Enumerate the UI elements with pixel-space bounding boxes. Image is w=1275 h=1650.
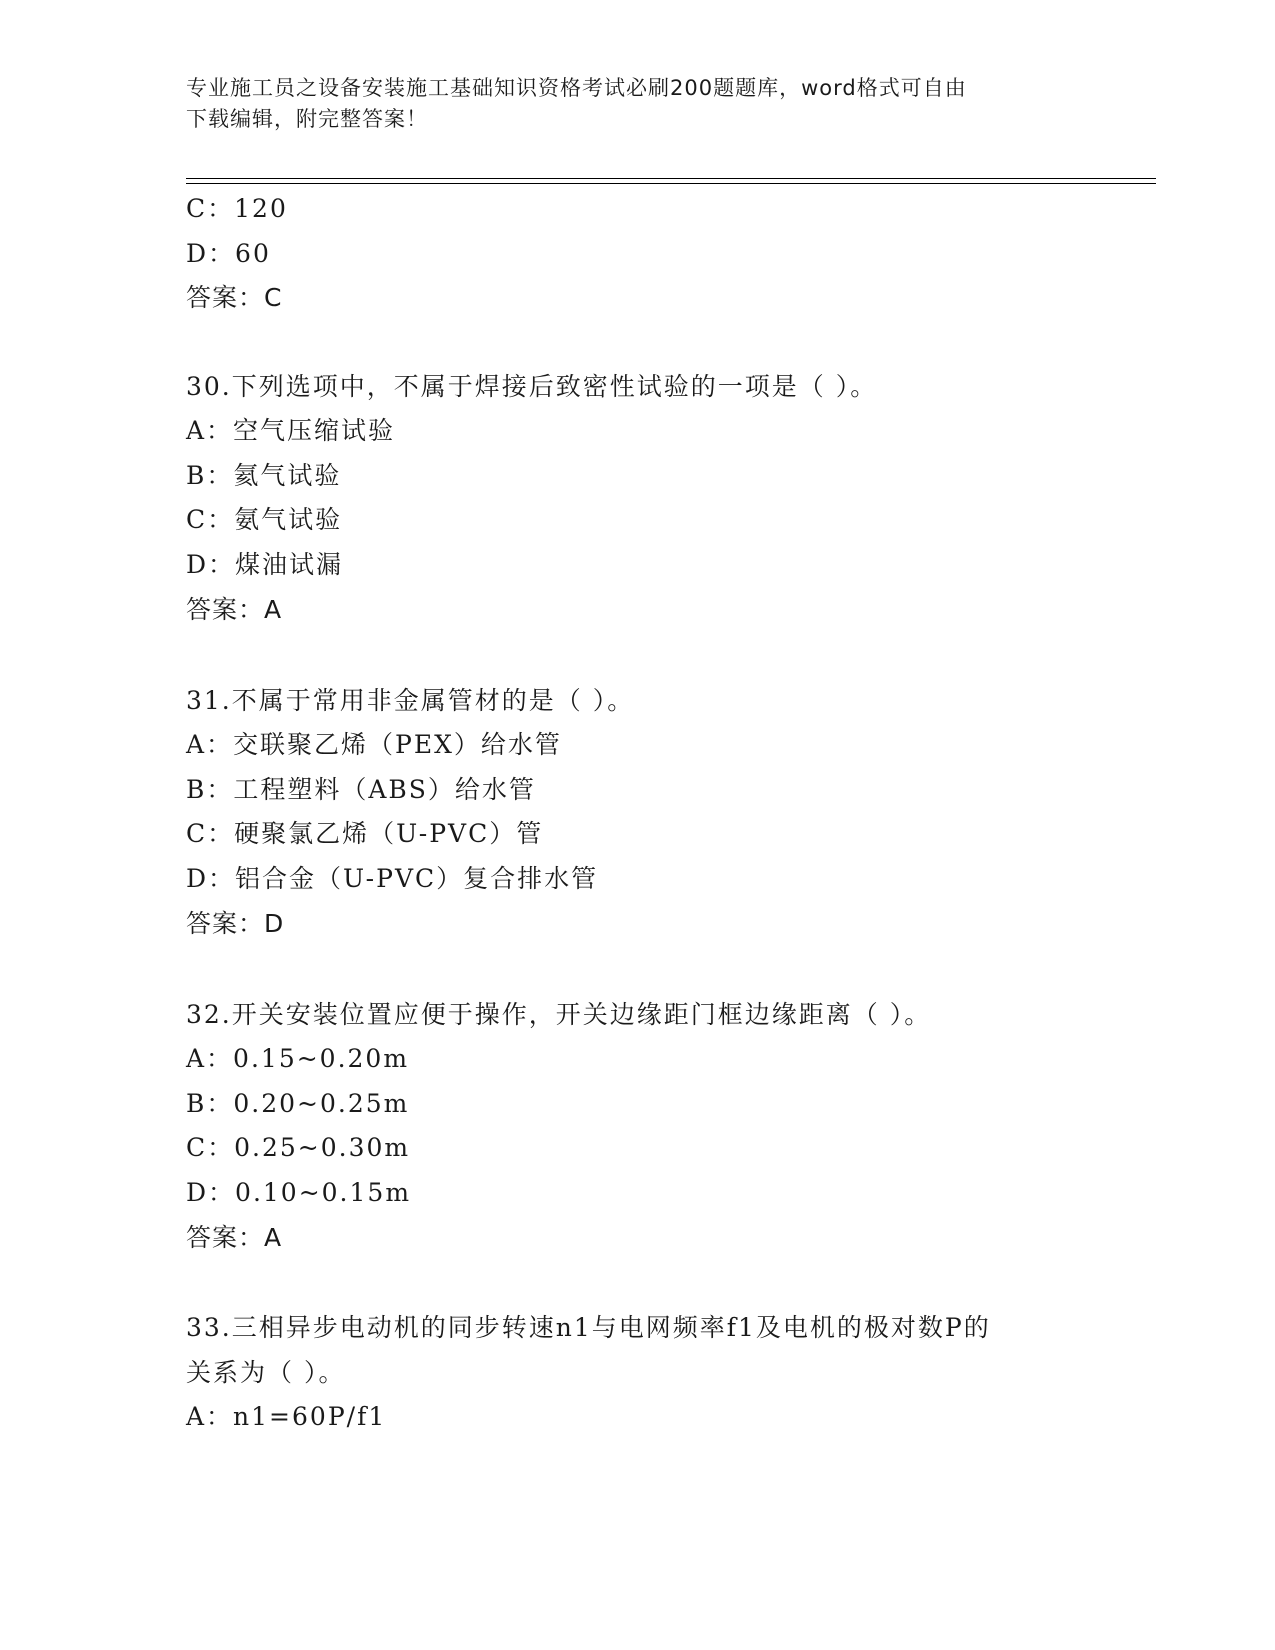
option-a: A：交联聚乙烯（PEX）给水管 [186, 730, 562, 759]
option-c: C：120 [186, 194, 288, 223]
option-a: A：空气压缩试验 [186, 416, 396, 445]
option-c: C：硬聚氯乙烯（U-PVC）管 [186, 819, 544, 848]
question-stem: 30.下列选项中，不属于焊接后致密性试验的一项是（ ）。 [186, 372, 878, 401]
option-d: D：铝合金（U-PVC）复合排水管 [186, 864, 599, 893]
question-stem: 32.开关安装位置应便于操作，开关边缘距门框边缘距离（ ）。 [186, 1000, 932, 1029]
option-c: C：氨气试验 [186, 505, 343, 534]
question-stem: 31.不属于常用非金属管材的是（ ）。 [186, 686, 635, 715]
answer-label: 答案：A [186, 1223, 283, 1252]
answer-label: 答案：A [186, 595, 283, 624]
question-stem-line-1: 33.三相异步电动机的同步转速n1与电网频率f1及电机的极对数P的 [186, 1313, 991, 1342]
option-a: A：n1=60P/f1 [186, 1402, 387, 1431]
option-d: D：煤油试漏 [186, 550, 344, 579]
option-d: D：0.10~0.15m [186, 1178, 412, 1207]
document-header [186, 73, 1086, 135]
option-a: A：0.15~0.20m [186, 1044, 410, 1073]
option-d: D：60 [186, 239, 271, 268]
option-b: B：氦气试验 [186, 461, 342, 490]
header-divider-top [186, 178, 1156, 179]
header-line-2: 下载编辑，附完整答案！ [186, 107, 428, 131]
answer-label: 答案：D [186, 909, 285, 938]
option-b: B：工程塑料（ABS）给水管 [186, 775, 536, 804]
option-b: B：0.20~0.25m [186, 1089, 410, 1118]
question-stem-line-2: 关系为（ ）。 [186, 1358, 346, 1387]
answer-label: 答案：C [186, 283, 283, 312]
header-divider-bottom [186, 183, 1156, 184]
option-c: C：0.25~0.30m [186, 1133, 411, 1162]
header-line-1: 专业施工员之设备安装施工基础知识资格考试必刷200题题库，word格式可自由 [186, 76, 967, 100]
